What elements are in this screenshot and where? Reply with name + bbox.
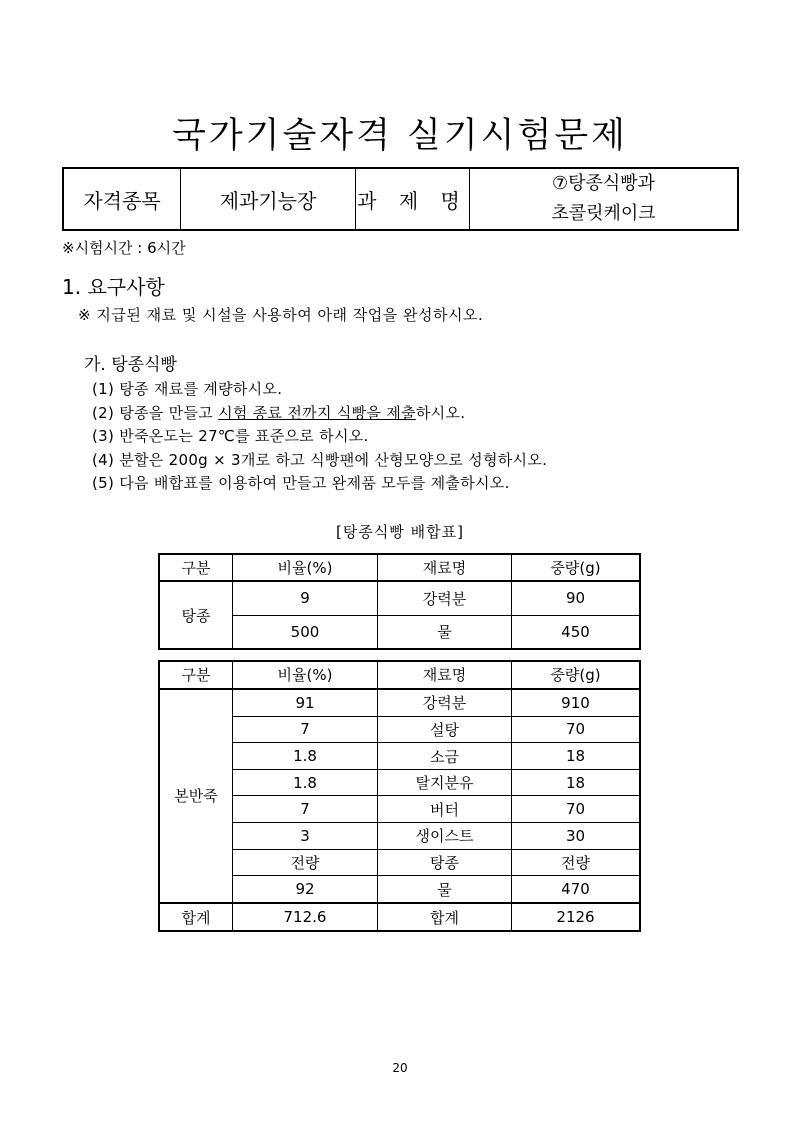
ratio-cell: 92 xyxy=(233,876,378,903)
ratio-cell: 7 xyxy=(233,796,378,823)
ingredient-cell: 강력분 xyxy=(378,689,512,716)
header-cell: 재료명 xyxy=(378,661,512,689)
header-cell: 비율(%) xyxy=(233,554,378,581)
ratio-cell: 7 xyxy=(233,716,378,743)
ingredient-cell: 버터 xyxy=(378,796,512,823)
weight-cell: 30 xyxy=(512,823,641,850)
table-row xyxy=(159,581,640,615)
weight-cell: 910 xyxy=(512,689,641,716)
task-value xyxy=(470,168,739,230)
main-dough-formula-table xyxy=(158,660,641,932)
header-cell: 중량(g) xyxy=(512,554,641,581)
requirements-note: ※ 지급된 재료 및 시설을 사용하여 아래 작업을 완성하시오. xyxy=(78,306,484,324)
table-caption: [탕종식빵 배합표] xyxy=(336,523,464,541)
header-cell: 재료명 xyxy=(378,554,512,581)
weight-cell: 450 xyxy=(512,615,641,649)
weight-cell: 70 xyxy=(512,796,641,823)
total-label: 합계 xyxy=(159,903,233,931)
requirement-list xyxy=(92,378,547,496)
ratio-cell: 1.8 xyxy=(233,769,378,796)
list-item: (4) 분할은 200g × 3개로 하고 식빵팬에 산형모양으로 성형하시오. xyxy=(92,450,548,469)
list-item: (3) 반죽온도는 27℃를 표준으로 하시오. xyxy=(92,427,369,445)
header-cell: 구분 xyxy=(159,554,233,581)
header-cell: 중량(g) xyxy=(512,661,641,689)
weight-cell: 90 xyxy=(512,581,641,615)
list-item: (1) 탕종 재료를 계량하시오. xyxy=(92,380,283,398)
qualification-value: 제과기능장 xyxy=(181,168,356,230)
qualification-label: 자격종목 xyxy=(63,168,181,230)
ratio-cell: 9 xyxy=(233,581,378,615)
weight-cell: 70 xyxy=(512,716,641,743)
weight-cell: 18 xyxy=(512,743,641,770)
group-label: 본반죽 xyxy=(159,689,233,903)
weight-cell: 전량 xyxy=(512,849,641,876)
task-label: 과 제 명 xyxy=(356,168,470,230)
exam-time: ※시험시간 : 6시간 xyxy=(62,239,186,257)
ratio-cell: 500 xyxy=(233,615,378,649)
weight-cell: 18 xyxy=(512,769,641,796)
ingredient-cell: 소금 xyxy=(378,743,512,770)
page-title: 국가기술자격 실기시험문제 xyxy=(172,116,628,156)
total-weight: 2126 xyxy=(512,903,641,931)
section-heading-requirements: 1. 요구사항 xyxy=(62,275,165,299)
task-line-2: 초콜릿케이크 xyxy=(551,203,656,224)
header-cell: 비율(%) xyxy=(233,661,378,689)
subsection-heading: 가. 탕종식빵 xyxy=(84,355,177,375)
ratio-cell: 전량 xyxy=(233,849,378,876)
ratio-cell: 1.8 xyxy=(233,743,378,770)
ingredient-cell: 탈지분유 xyxy=(378,769,512,796)
total-row xyxy=(159,903,640,931)
total-ratio: 712.6 xyxy=(233,903,378,931)
group-label: 탕종 xyxy=(159,581,233,649)
underlined-text: 시험 종료 전까지 식빵을 제출 xyxy=(218,403,416,422)
weight-cell: 470 xyxy=(512,876,641,903)
total-label-2: 합계 xyxy=(378,903,512,931)
ratio-cell: 91 xyxy=(233,689,378,716)
ingredient-cell: 설탕 xyxy=(378,716,512,743)
ingredient-cell: 물 xyxy=(378,615,512,649)
list-item: (2) 탕종을 만들고 시험 종료 전까지 식빵을 제출하시오. xyxy=(92,403,466,422)
header-cell: 구분 xyxy=(159,661,233,689)
exam-info-table xyxy=(62,167,739,231)
page-number: 20 xyxy=(392,1061,408,1075)
ingredient-cell: 강력분 xyxy=(378,581,512,615)
list-item: (5) 다음 배합표를 이용하여 만들고 완제품 모두를 제출하시오. xyxy=(92,474,510,492)
ratio-cell: 3 xyxy=(233,823,378,850)
table-row xyxy=(159,689,640,716)
ingredient-cell: 물 xyxy=(378,876,512,903)
tangjong-formula-table xyxy=(158,553,641,650)
task-line-1: ⑦탕종식빵과 xyxy=(551,173,656,194)
ingredient-cell: 탕종 xyxy=(378,849,512,876)
ingredient-cell: 생이스트 xyxy=(378,823,512,850)
